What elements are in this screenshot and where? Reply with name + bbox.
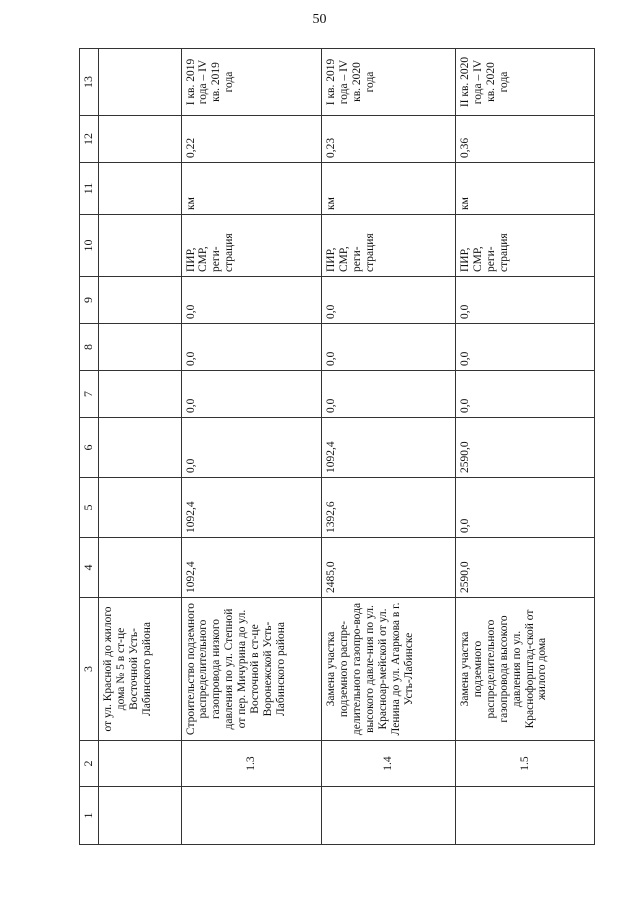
cell-col5 (99, 478, 181, 538)
cell-col8 (99, 324, 181, 371)
cell-col9: 0,0 (322, 277, 456, 324)
cell-col7 (99, 371, 181, 418)
header-cell: 9 (80, 277, 99, 324)
cell-item-number: 1.5 (456, 741, 595, 787)
cell-col13: I кв. 2019 года – IV кв. 2019 года (181, 49, 322, 116)
cell-col9: 0,0 (181, 277, 322, 324)
rotated-table-wrapper (79, 49, 595, 845)
cell-col13 (99, 49, 181, 116)
table-row (181, 49, 322, 845)
table-row (99, 49, 181, 845)
cell-col9 (99, 277, 181, 324)
cell-col7: 0,0 (322, 371, 456, 418)
header-cell: 13 (80, 49, 99, 116)
cell-description: Замена участка подземного распре-делительного газопро-вода высокого давле-ния по ул. Краснoар-мейской от ул. Ленина до ул. Агаркова в г. Усть-Лабинске (322, 598, 456, 741)
cell-col10: ПИР, СМР, реги-страция (181, 215, 322, 277)
cell-col5: 0,0 (456, 478, 595, 538)
cell-col11: км (322, 163, 456, 215)
cell-col4: 2485,0 (322, 538, 456, 598)
cell-col5: 1092,4 (181, 478, 322, 538)
cell-col9: 0,0 (456, 277, 595, 324)
cell-col6: 0,0 (181, 418, 322, 478)
cell-col12: 0,36 (456, 116, 595, 163)
cell-col1 (99, 787, 181, 845)
header-cell: 11 (80, 163, 99, 215)
cell-col12: 0,23 (322, 116, 456, 163)
header-cell: 6 (80, 418, 99, 478)
cell-col1 (181, 787, 322, 845)
cell-col11 (99, 163, 181, 215)
cell-col11: км (456, 163, 595, 215)
cell-description: Замена участка подземного распределительного газопровода высокого давления по ул. Краснофорштад-ской от жилого дома (456, 598, 595, 741)
cell-col1 (322, 787, 456, 845)
page-number: 50 (312, 12, 327, 27)
cell-item-number: 1.3 (181, 741, 322, 787)
cell-col10: ПИР, СМР, реги-страция (322, 215, 456, 277)
cell-col4: 2590,0 (456, 538, 595, 598)
header-cell: 8 (80, 324, 99, 371)
cell-col8: 0,0 (322, 324, 456, 371)
cell-col7: 0,0 (181, 371, 322, 418)
cell-description: Строительство подземного распределительного газопровода низкого давления по ул. Степной от пер. Мичурина до ул. Восточной в ст-це Воронежской Усть-Лабинского района (181, 598, 322, 741)
cell-col8: 0,0 (456, 324, 595, 371)
cell-col10: ПИР, СМР, реги-страция (456, 215, 595, 277)
table-row (456, 49, 595, 845)
header-cell: 1 (80, 787, 99, 845)
cell-col6: 1092,4 (322, 418, 456, 478)
cell-col6: 2590,0 (456, 418, 595, 478)
cell-col11: км (181, 163, 322, 215)
header-cell: 12 (80, 116, 99, 163)
table-row (322, 49, 456, 845)
cell-col13: II кв. 2020 года – IV кв. 2020 года (456, 49, 595, 116)
cell-description: от ул. Красной до жилого дома № 5 в ст-це Восточной Усть-Лабинского района (99, 598, 181, 741)
header-cell: 4 (80, 538, 99, 598)
header-cell: 10 (80, 215, 99, 277)
cell-item-number (99, 741, 181, 787)
cell-col12: 0,22 (181, 116, 322, 163)
cell-item-number: 1.4 (322, 741, 456, 787)
cell-col10 (99, 215, 181, 277)
cell-col6 (99, 418, 181, 478)
header-cell: 7 (80, 371, 99, 418)
cell-col13: I кв. 2019 года – IV кв. 2020 года (322, 49, 456, 116)
cell-col4 (99, 538, 181, 598)
header-cell: 5 (80, 478, 99, 538)
cell-col1 (456, 787, 595, 845)
header-row (80, 49, 99, 845)
program-table (79, 48, 595, 845)
cell-col8: 0,0 (181, 324, 322, 371)
header-cell: 3 (80, 598, 99, 741)
header-cell: 2 (80, 741, 99, 787)
cell-col5: 1392,6 (322, 478, 456, 538)
cell-col12 (99, 116, 181, 163)
cell-col7: 0,0 (456, 371, 595, 418)
cell-col4: 1092,4 (181, 538, 322, 598)
